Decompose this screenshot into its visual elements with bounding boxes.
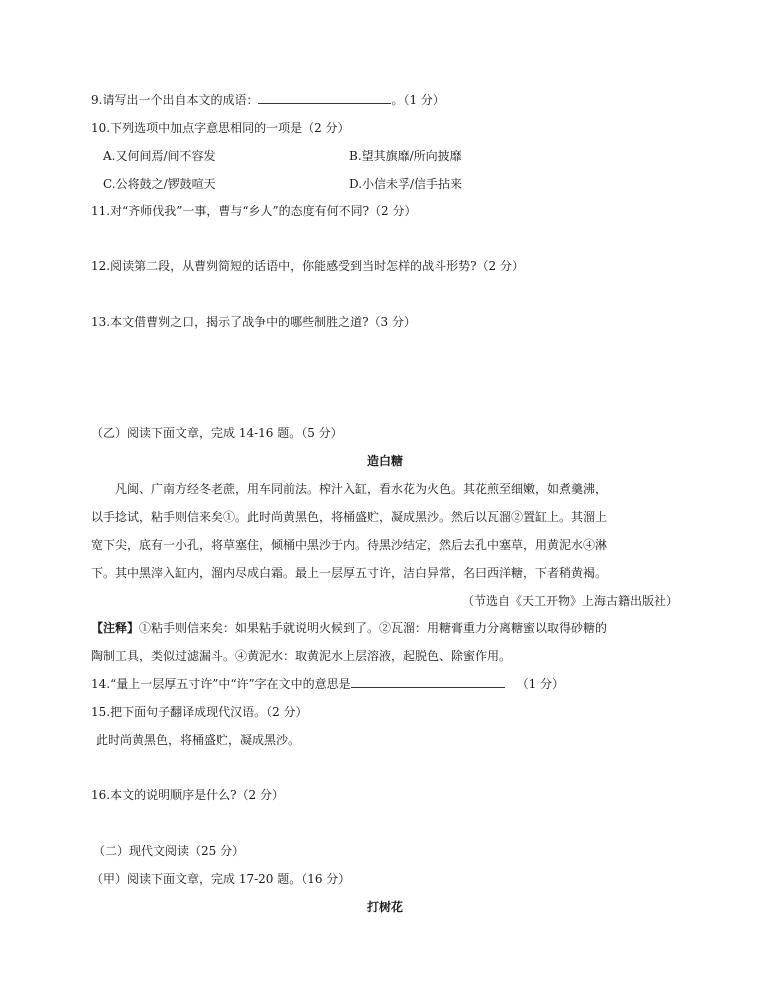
section-b-intro: （乙）阅读下面文章，完成 14-16 题。（5 分） [91, 426, 343, 440]
answer-blank[interactable] [258, 92, 391, 104]
note-line-2: 陶制工具，类似过滤漏斗。④黄泥水：取黄泥水上层溶液，起脱色、除蜜作用。 [91, 649, 512, 663]
note-label: 【注释】 [91, 621, 140, 635]
article-source: （节选自《天工开物》上海古籍出版社） [461, 594, 678, 608]
option-a: A.又何间焉/间不容发 [103, 149, 216, 163]
article-2-title: 打树花 [366, 900, 403, 914]
question-15: 15.把下面句子翻译成现代汉语。（2 分） [91, 705, 308, 719]
question-11: 11.对“齐师伐我”一事，曹与“乡人”的态度有何不同?（2 分） [91, 204, 417, 218]
option-c: C.公将鼓之/锣鼓喧天 [103, 177, 216, 191]
article-title: 造白糖 [366, 454, 403, 468]
question-16: 16.本文的说明顺序是什么?（2 分） [91, 788, 284, 802]
section-2-header: （二）现代文阅读（25 分） [93, 844, 245, 858]
option-b: B.望其旗靡/所向披靡 [349, 149, 462, 163]
question-14: 14.“量上一层厚五寸许”中“许”字在文中的意思是 （1 分） [91, 677, 565, 691]
answer-blank[interactable] [351, 676, 505, 688]
article-line-2: 以手捻试，粘手则信来矣①。此时尚黄黑色，将桶盛贮，凝成黑沙。然后以瓦溜②置缸上。其溜上 [91, 510, 608, 524]
section-a-intro: （甲）阅读下面文章，完成 17-20 题。（16 分） [91, 872, 351, 886]
question-15-sentence: 此时尚黄黑色，将桶盛贮，凝成黑沙。 [96, 733, 301, 747]
article-line-4: 下。其中黑滓入缸内，溜内尽成白霜。最上一层厚五寸许，洁白异常，名曰西洋糖，下者稍黄褐。 [91, 566, 608, 580]
question-9: 9.请写出一个出自本文的成语： 。（1 分） [91, 93, 445, 107]
note-line-1: 【注释】①粘手则信来矣：如果粘手就说明火候到了。②瓦溜：用糖膏重力分离糖蜜以取得砂糖的 [91, 621, 608, 635]
question-12: 12.阅读第二段，从曹刿简短的话语中，你能感受到当时怎样的战斗形势?（2 分） [91, 259, 524, 273]
question-10: 10.下列选项中加点字意思相同的一项是（2 分） [91, 121, 350, 135]
option-d: D.小信未孚/信手拈来 [349, 177, 463, 191]
question-13: 13.本文借曹刿之口，揭示了战争中的哪些制胜之道?（3 分） [91, 315, 416, 329]
article-line-1: 凡闽、广南方经冬老蔗，用车同前法。榨汁入缸，看水花为火色。其花煎至细嫩，如煮羹沸， [115, 482, 608, 496]
article-line-3: 宽下尖，底有一小孔，将草塞住，倾桶中黑沙于内。待黑沙结定，然后去孔中塞草，用黄泥水④淋 [91, 538, 608, 552]
